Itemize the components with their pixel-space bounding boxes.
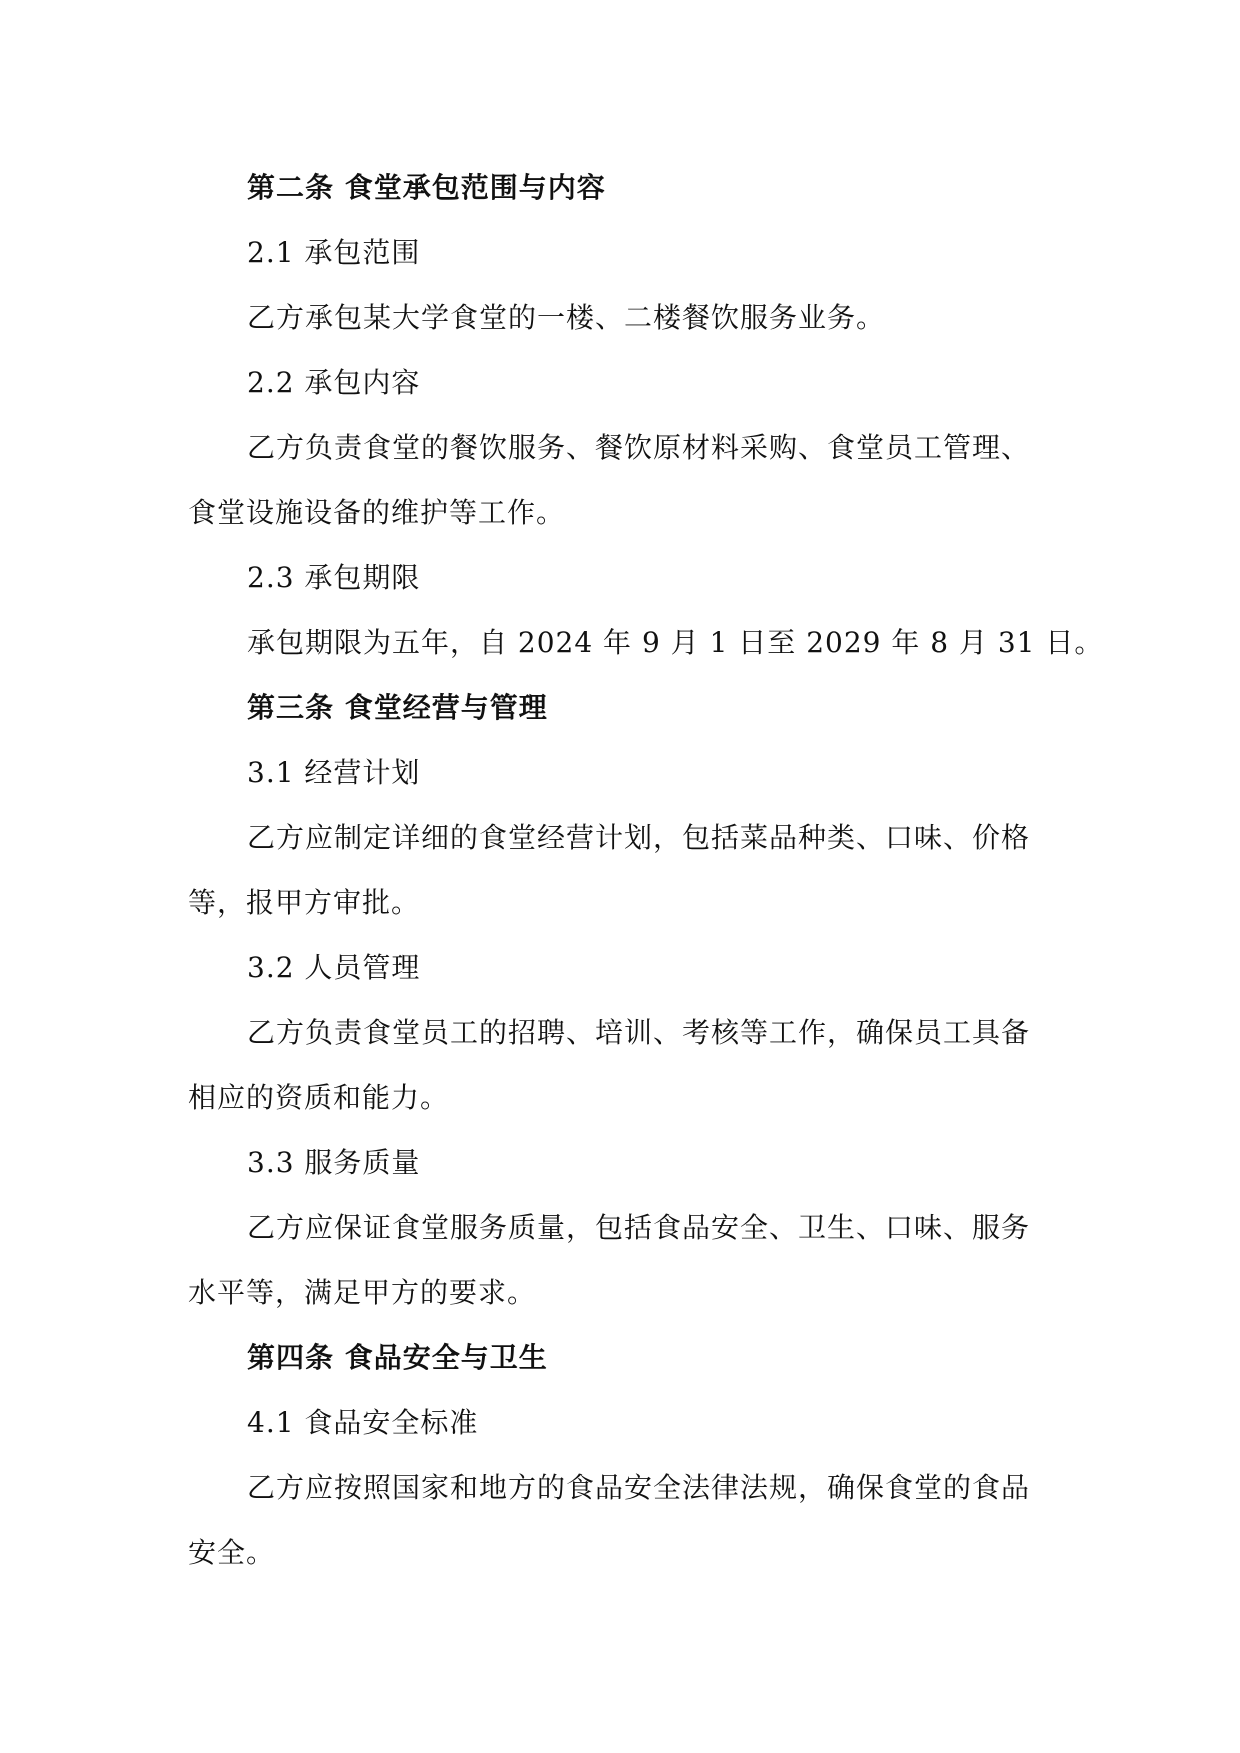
section-3-3-title: 3.3 服务质量 xyxy=(247,1146,421,1179)
section-3-2-text-line-1: 乙方负责食堂员工的招聘、培训、考核等工作，确保员工具备 xyxy=(247,1016,1031,1049)
section-2-1-title: 2.1 承包范围 xyxy=(247,236,421,269)
section-3-1-text-line-2: 等，报甲方审批。 xyxy=(188,886,421,919)
article-2-heading: 第二条 食堂承包范围与内容 xyxy=(247,171,606,204)
section-4-1-paragraph xyxy=(188,1455,1058,1585)
section-3-2-paragraph xyxy=(188,1000,1058,1130)
section-4-1-title: 4.1 食品安全标准 xyxy=(247,1406,479,1439)
section-3-3-text-line-1: 乙方应保证食堂服务质量，包括食品安全、卫生、口味、服务 xyxy=(247,1211,1031,1244)
section-2-2-title: 2.2 承包内容 xyxy=(247,366,421,399)
document-body xyxy=(188,155,1104,1585)
section-2-3-text: 承包期限为五年，自 2024 年 9 月 1 日至 2029 年 8 月 31 日。 xyxy=(247,626,1104,659)
section-4-1-text-line-2: 安全。 xyxy=(188,1536,276,1569)
section-2-2-text-line-2: 食堂设施设备的维护等工作。 xyxy=(188,496,566,529)
section-2-2-text-line-1: 乙方负责食堂的餐饮服务、餐饮原材料采购、食堂员工管理、 xyxy=(247,431,1031,464)
section-4-1-text-line-1: 乙方应按照国家和地方的食品安全法律法规，确保食堂的食品 xyxy=(247,1471,1031,1504)
section-3-3-text-line-2: 水平等，满足甲方的要求。 xyxy=(188,1276,537,1309)
section-3-3-paragraph xyxy=(188,1195,1058,1325)
section-3-1-paragraph xyxy=(188,805,1058,935)
section-2-3-title: 2.3 承包期限 xyxy=(247,561,421,594)
section-3-1-title: 3.1 经营计划 xyxy=(247,756,421,789)
section-3-2-text-line-2: 相应的资质和能力。 xyxy=(188,1081,450,1114)
section-2-1-text: 乙方承包某大学食堂的一楼、二楼餐饮服务业务。 xyxy=(247,301,886,334)
article-3-heading: 第三条 食堂经营与管理 xyxy=(247,691,548,724)
section-3-2-title: 3.2 人员管理 xyxy=(247,951,421,984)
section-2-2-paragraph xyxy=(188,415,1058,545)
section-3-1-text-line-1: 乙方应制定详细的食堂经营计划，包括菜品种类、口味、价格 xyxy=(247,821,1031,854)
article-4-heading: 第四条 食品安全与卫生 xyxy=(247,1341,548,1374)
